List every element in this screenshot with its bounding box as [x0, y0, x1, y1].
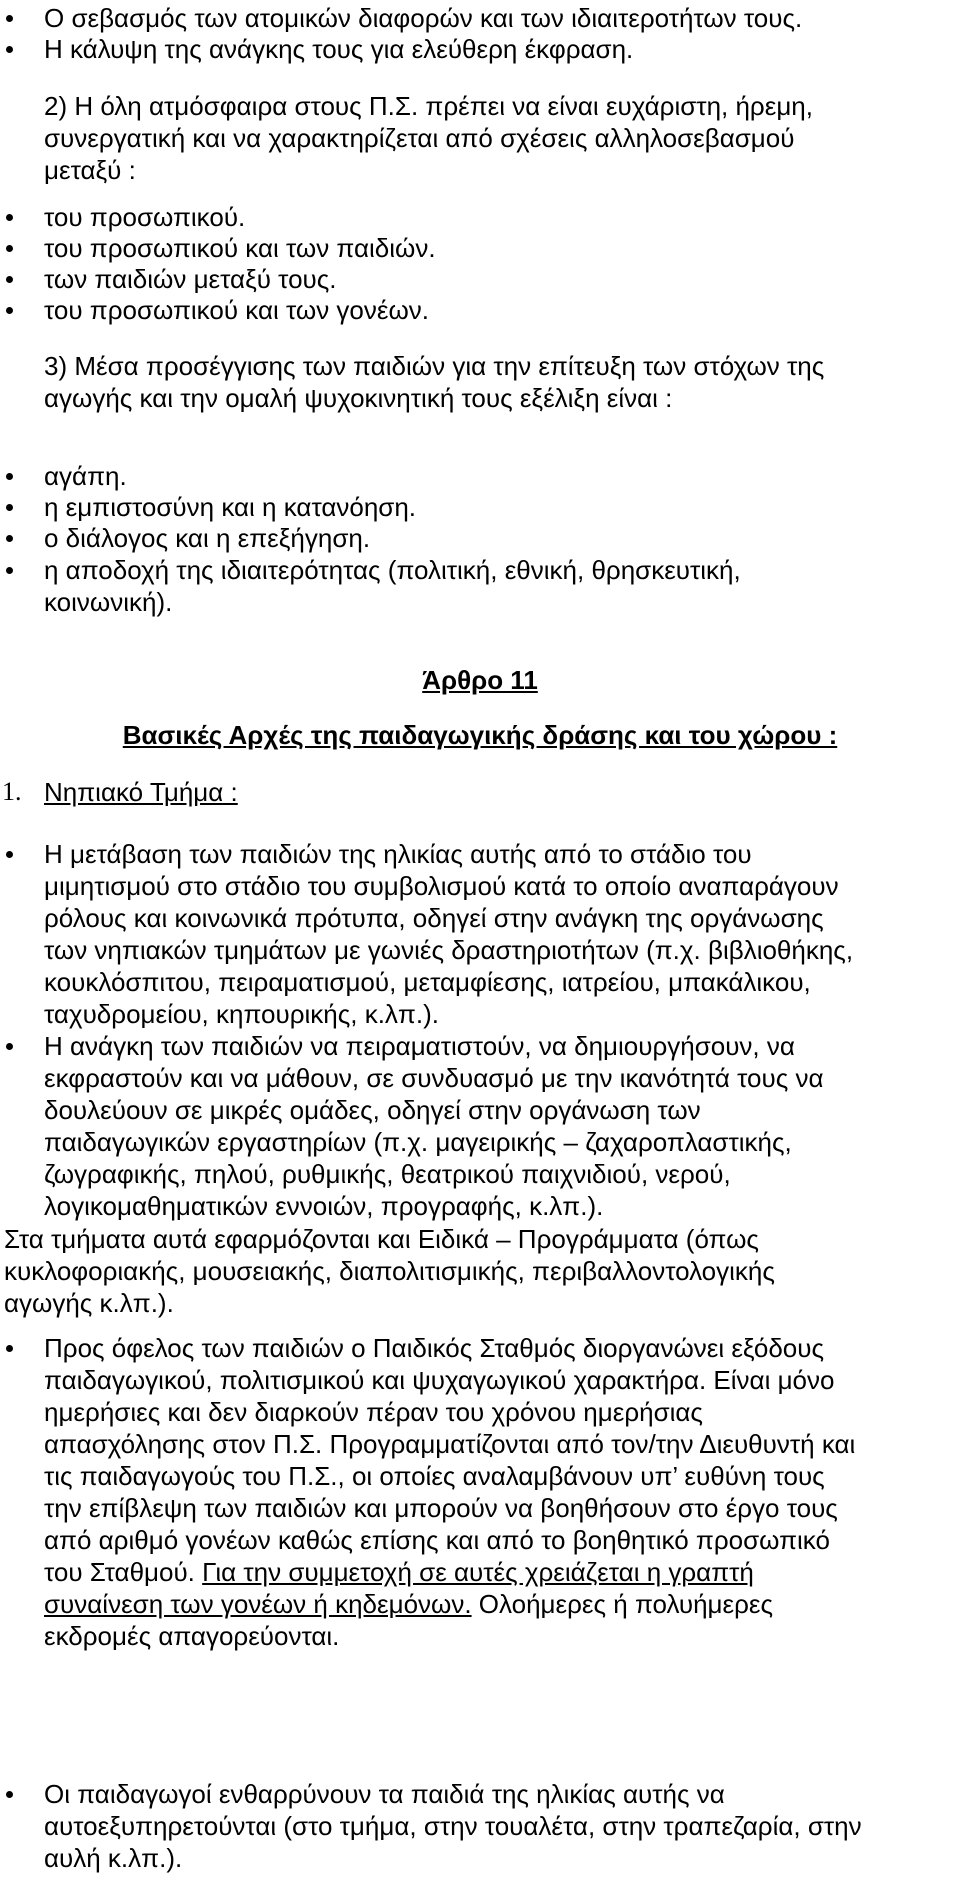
bullet-icon	[6, 15, 13, 22]
list-item	[44, 201, 944, 233]
bullet-icon	[6, 851, 13, 858]
list-item	[44, 294, 944, 326]
list-item-line: του προσωπικού.	[44, 202, 246, 232]
underlined-text: Για την συμμετοχή σε αυτές χρειάζεται η γραπτή	[202, 1557, 754, 1587]
list-item	[44, 33, 944, 65]
bullet-icon	[6, 46, 13, 53]
list-item-line: μιμητισμού στο στάδιο του συμβολισμού κατά το οποίο αναπαράγουν	[44, 871, 839, 901]
paragraph-line: κυκλοφοριακής, μουσειακής, διαπολιτισμικής, περιβαλλοντολογικής	[4, 1256, 775, 1286]
list-item-line: ο διάλογος και η επεξήγηση.	[44, 523, 371, 553]
list-item-line: των παιδιών μεταξύ τους.	[44, 264, 337, 294]
section-number: 1.	[2, 777, 22, 806]
paragraph-line: 2) Η όλη ατμόσφαιρα στους Π.Σ. πρέπει να είναι ευχάριστη, ήρεμη,	[44, 91, 813, 121]
list-item-line	[44, 1556, 944, 1588]
list-item-line: εκφραστούν και να μάθουν, σε συνδυασμό με την ικανότητά τους να	[44, 1063, 824, 1093]
paragraph-line: αγωγής και την ομαλή ψυχοκινητική τους εξέλιξη είναι :	[44, 383, 673, 413]
list-item-line: παιδαγωγικών εργαστηρίων (π.χ. μαγειρικής – ζαχαροπλαστικής,	[44, 1127, 792, 1157]
list-item-line: η αποδοχή της ιδιαιτερότητας (πολιτική, εθνική, θρησκευτική,	[44, 555, 741, 585]
list-item	[44, 2, 944, 34]
list-item-line: κουκλόσπιτου, πειραματισμού, μεταμφίεσης, ιατρείου, μπακάλικου,	[44, 967, 811, 997]
list-item-line: αυλή κ.λπ.).	[44, 1843, 183, 1873]
list-item-line	[44, 1588, 944, 1620]
paragraph-line: 3) Μέσα προσέγγισης των παιδιών για την επίτευξη των στόχων της	[44, 351, 825, 381]
list-item-line: Η μετάβαση των παιδιών της ηλικίας αυτής από το στάδιο του	[44, 839, 752, 869]
paragraph-4	[4, 1223, 914, 1319]
list-item-line: Η κάλυψη της ανάγκης τους για ελεύθερη έκφραση.	[44, 34, 634, 64]
list-item	[44, 232, 944, 264]
list-item-line: ημερήσιες και δεν διαρκούν πέραν του χρόνου ημερήσιας	[44, 1397, 703, 1427]
list-item-line: παιδαγωγικού, πολιτισμικού και ψυχαγωγικού χαρακτήρα. Είναι μόνο	[44, 1365, 835, 1395]
list-item-line: αγάπη.	[44, 461, 127, 491]
bullet-icon	[6, 535, 13, 542]
bullet-icon	[6, 567, 13, 574]
bullet-icon	[6, 214, 13, 221]
list-item-line: κοινωνική).	[44, 587, 173, 617]
paragraph-line: συνεργατική και να χαρακτηρίζεται από σχέσεις αλληλοσεβασμού	[44, 123, 795, 153]
paragraph-line: Στα τμήματα αυτά εφαρμόζονται και Ειδικά – Προγράμματα (όπως	[4, 1224, 759, 1254]
list-item-line: Προς όφελος των παιδιών ο Παιδικός Σταθμός διοργανώνει εξόδους	[44, 1333, 825, 1363]
text-run: Ολοήμερες ή πολυήμερες	[471, 1589, 774, 1619]
list-item	[44, 491, 944, 523]
bullet-icon	[6, 276, 13, 283]
list-item	[44, 522, 944, 554]
list-item	[44, 1778, 944, 1874]
list-item	[44, 460, 944, 492]
bullet-icon	[6, 1791, 13, 1798]
bullet-icon	[6, 307, 13, 314]
bullet-icon	[6, 245, 13, 252]
paragraph-2	[44, 90, 954, 186]
list-item	[44, 1332, 944, 1652]
list-item-line: ζωγραφικής, πηλού, ρυθμικής, θεατρικού παιχνιδιού, νερού,	[44, 1159, 731, 1189]
bullet-icon	[6, 473, 13, 480]
list-item-line: λογικομαθηματικών εννοιών, προγραφής, κ.λπ.).	[44, 1191, 604, 1221]
paragraph-line: αγωγής κ.λπ.).	[4, 1288, 174, 1318]
list-item-line: Η ανάγκη των παιδιών να πειραματιστούν, να δημιουργήσουν, να	[44, 1031, 795, 1061]
paragraph-line: μεταξύ :	[44, 155, 136, 185]
article-title: Άρθρο 11	[422, 665, 538, 695]
bullet-icon	[6, 504, 13, 511]
list-item-line: του προσωπικού και των παιδιών.	[44, 233, 436, 263]
list-item-line: από αριθμό γονέων καθώς επίσης και από το βοηθητικό προσωπικό	[44, 1525, 830, 1555]
list-item-line: τις παιδαγωγούς του Π.Σ., οι οποίες αναλαμβάνουν υπ’ ευθύνη τους	[44, 1461, 825, 1491]
list-item-line: δουλεύουν σε μικρές ομάδες, οδηγεί στην οργάνωση των	[44, 1095, 701, 1125]
list-item-line: απασχόλησης στον Π.Σ. Προγραμματίζονται από τον/την Διευθυντή και	[44, 1429, 856, 1459]
list-item-line: εκδρομές απαγορεύονται.	[44, 1621, 340, 1651]
list-item	[44, 263, 944, 295]
list-item-line: ρόλους και κοινωνικά πρότυπα, οδηγεί στην ανάγκη της οργάνωσης	[44, 903, 824, 933]
list-item	[44, 1030, 944, 1222]
bullet-icon	[6, 1043, 13, 1050]
underlined-text: συναίνεση των γονέων ή κηδεμόνων.	[44, 1589, 472, 1619]
list-item-line: ταχυδρομείου, κηπουρικής, κ.λπ.).	[44, 999, 439, 1029]
paragraph-3	[44, 350, 954, 414]
section-label: Νηπιακό Τμήμα :	[44, 777, 238, 807]
bullet-icon	[6, 1345, 13, 1352]
list-item	[44, 838, 944, 1030]
text-run: του Σταθμού.	[44, 1557, 203, 1587]
list-item-line: αυτοεξυπηρετούνται (στο τμήμα, στην τουαλέτα, στην τραπεζαρία, στην	[44, 1811, 862, 1841]
list-item-line: Ο σεβασμός των ατομικών διαφορών και των ιδιαιτεροτήτων τους.	[44, 3, 803, 33]
list-item-line: την επίβλεψη των παιδιών και μπορούν να βοηθήσουν στο έργο τους	[44, 1493, 838, 1523]
article-subtitle: Βασικές Αρχές της παιδαγωγικής δράσης και του χώρου :	[122, 720, 838, 750]
list-item-line: Οι παιδαγωγοί ενθαρρύνουν τα παιδιά της ηλικίας αυτής να	[44, 1779, 725, 1809]
list-item-line: του προσωπικού και των γονέων.	[44, 295, 429, 325]
list-item	[44, 554, 944, 618]
list-item-line: η εμπιστοσύνη και η κατανόηση.	[44, 492, 417, 522]
list-item-line: των νηπιακών τμημάτων με γωνιές δραστηριοτήτων (π.χ. βιβλιοθήκης,	[44, 935, 854, 965]
